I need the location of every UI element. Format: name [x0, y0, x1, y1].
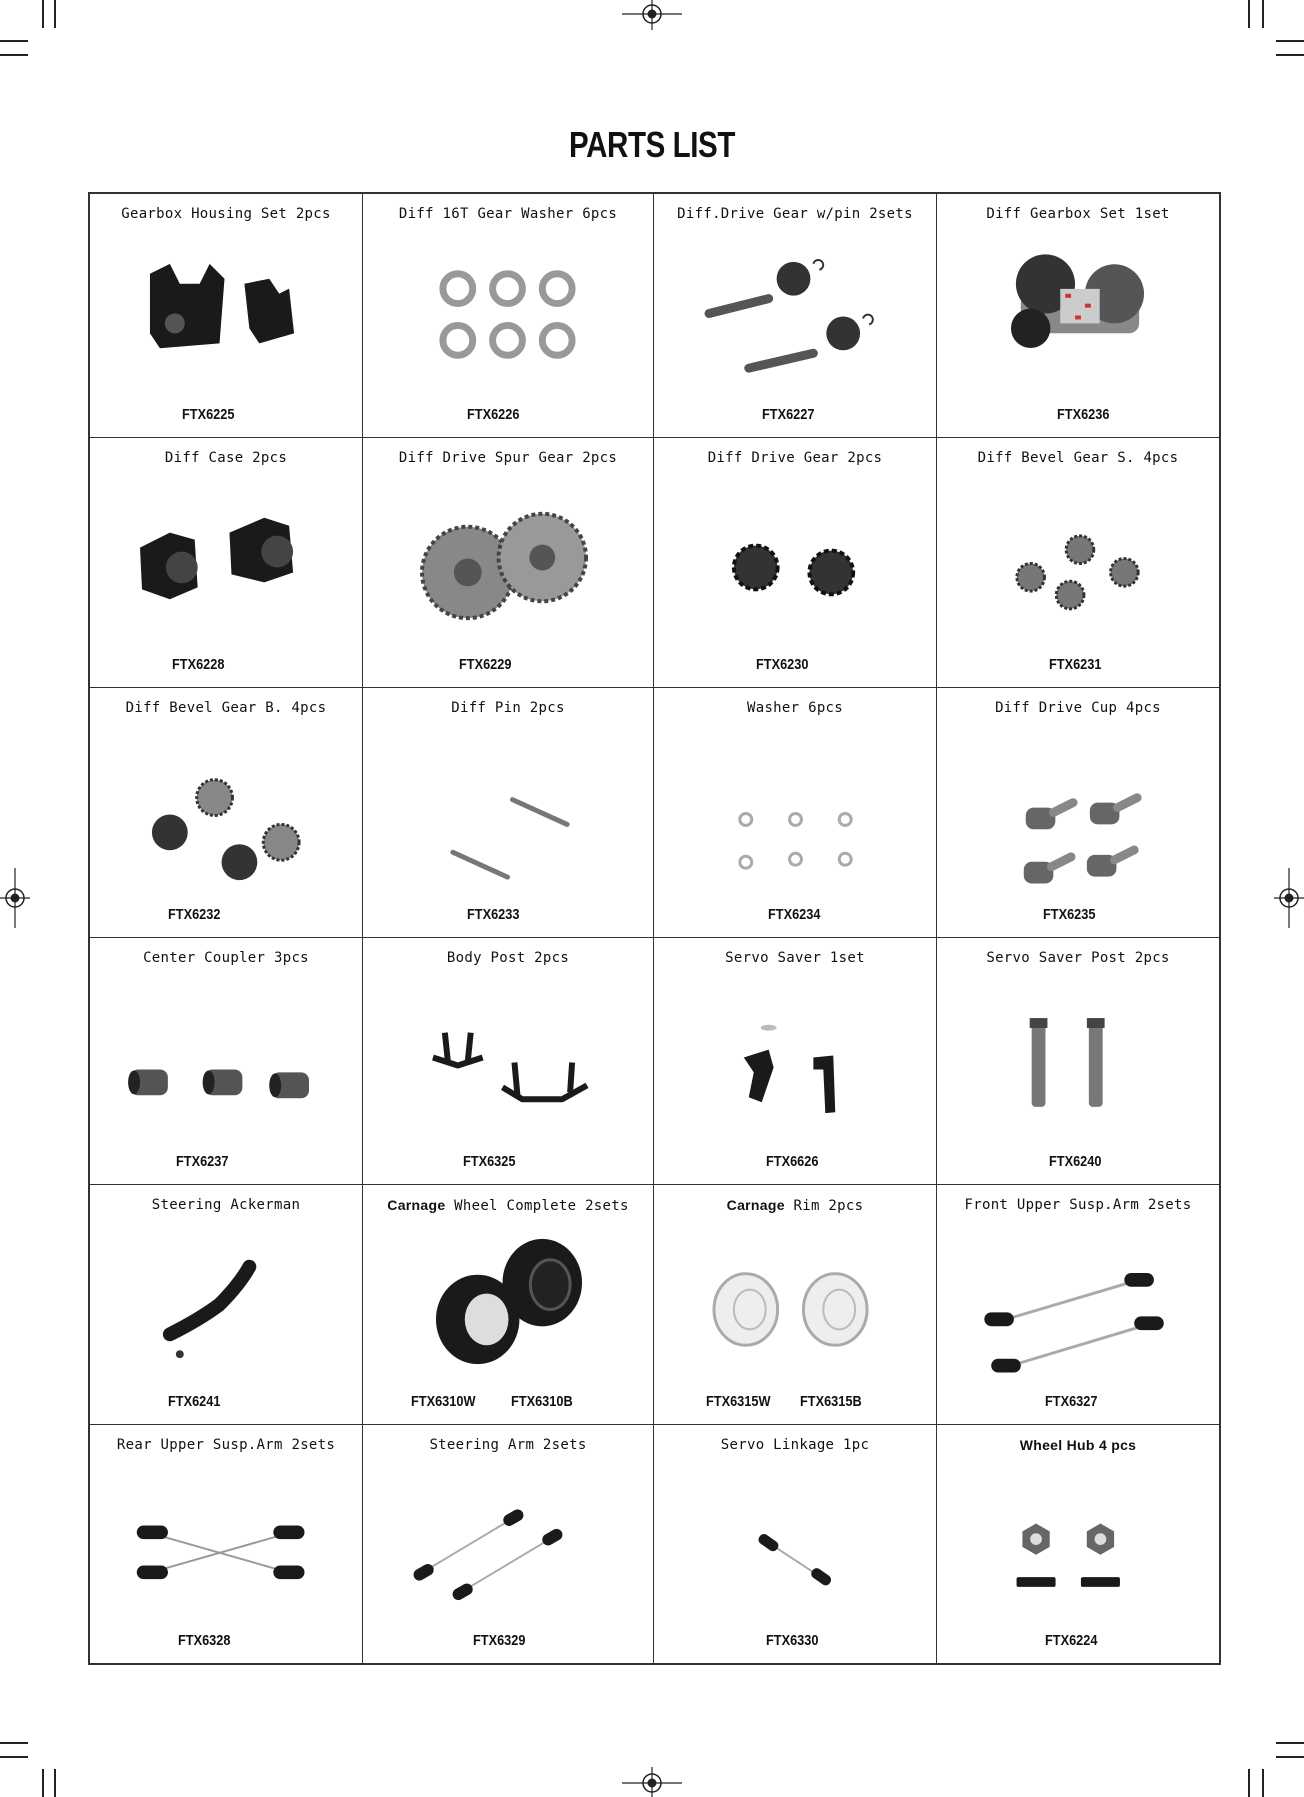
- part-cell: [363, 938, 654, 1185]
- part-cell: [90, 438, 363, 688]
- part-code: FTX6237: [176, 1153, 229, 1170]
- part-cell: [937, 1185, 1219, 1425]
- crop-mark: [1276, 40, 1304, 42]
- part-name: Diff 16T Gear Washer 6pcs: [398, 206, 618, 222]
- bevel-gear-big-icon: [90, 728, 362, 897]
- part-code: FTX6233: [467, 906, 520, 923]
- part-name: Carnage Wheel Complete 2sets: [387, 1197, 629, 1214]
- part-code: FTX6315W: [706, 1393, 771, 1410]
- part-cell: [363, 438, 654, 688]
- part-name: Diff Case 2pcs: [164, 450, 288, 466]
- part-code: FTX6240: [1049, 1153, 1102, 1170]
- part-code: FTX6330: [766, 1632, 819, 1649]
- part-code: FTX6328: [178, 1632, 231, 1649]
- part-code: FTX6226: [467, 406, 520, 423]
- part-code: FTX6235: [1043, 906, 1096, 923]
- coupler-icon: [90, 978, 362, 1144]
- crop-mark: [0, 40, 28, 42]
- servo-saver-icon: [654, 978, 936, 1144]
- crop-mark: [0, 1756, 28, 1758]
- part-name: Carnage Rim 2pcs: [726, 1197, 864, 1214]
- part-cell: [937, 194, 1219, 438]
- rim-icon: [654, 1225, 936, 1384]
- part-code: FTX6310B: [511, 1393, 573, 1410]
- part-cell: [654, 194, 937, 438]
- crop-mark: [42, 1769, 44, 1797]
- drive-cup-icon: [937, 728, 1219, 897]
- crop-mark: [1276, 54, 1304, 56]
- part-code: FTX6232: [168, 906, 221, 923]
- part-name: Steering Arm 2sets: [429, 1437, 587, 1453]
- part-name: Center Coupler 3pcs: [143, 950, 309, 966]
- part-code: FTX6230: [756, 656, 809, 673]
- part-cell: [654, 1425, 937, 1663]
- part-name: Wheel Hub 4 pcs: [1019, 1437, 1137, 1453]
- part-code: FTX6231: [1049, 656, 1102, 673]
- part-name: Diff Bevel Gear S. 4pcs: [977, 450, 1179, 466]
- registration-mark-icon: [622, 1767, 682, 1797]
- part-code: FTX6310W: [411, 1393, 476, 1410]
- diff-case-icon: [90, 478, 362, 647]
- registration-mark-icon: [0, 868, 30, 928]
- part-code: FTX6234: [768, 906, 821, 923]
- part-name: Diff Pin 2pcs: [451, 700, 565, 716]
- crop-mark: [0, 54, 28, 56]
- part-cell: [654, 1185, 937, 1425]
- part-code: FTX6241: [168, 1393, 221, 1410]
- wheel-hub-icon: [937, 1465, 1219, 1623]
- crop-mark: [54, 1769, 56, 1797]
- diff-gearbox-icon: [937, 234, 1219, 397]
- washer-ring-icon: [363, 234, 653, 397]
- crop-mark: [1276, 1742, 1304, 1744]
- part-cell: [363, 688, 654, 938]
- part-cell: [363, 1185, 654, 1425]
- gearbox-housing-icon: [90, 234, 362, 397]
- part-name: Diff Bevel Gear B. 4pcs: [125, 700, 327, 716]
- drive-gear-pin-icon: [654, 234, 936, 397]
- part-code: FTX6227: [762, 406, 815, 423]
- crop-mark: [42, 0, 44, 28]
- part-cell: [90, 1185, 363, 1425]
- part-code: FTX6236: [1057, 406, 1110, 423]
- ackerman-icon: [90, 1225, 362, 1384]
- part-cell: [363, 194, 654, 438]
- part-name: Gearbox Housing Set 2pcs: [121, 206, 331, 222]
- part-code: FTX6315B: [800, 1393, 862, 1410]
- part-cell: [654, 938, 937, 1185]
- pin-icon: [363, 728, 653, 897]
- part-name: Servo Saver 1set: [725, 950, 865, 966]
- part-code: FTX6224: [1045, 1632, 1098, 1649]
- part-name: Diff Drive Spur Gear 2pcs: [398, 450, 618, 466]
- crop-mark: [1262, 0, 1264, 28]
- crop-mark: [1262, 1769, 1264, 1797]
- part-name: Steering Ackerman: [151, 1197, 301, 1213]
- registration-mark-icon: [622, 0, 682, 30]
- drive-gear-icon: [654, 478, 936, 647]
- part-name: Servo Saver Post 2pcs: [986, 950, 1170, 966]
- part-name: Diff Drive Gear 2pcs: [707, 450, 883, 466]
- crop-mark: [54, 0, 56, 28]
- crop-mark: [1248, 1769, 1250, 1797]
- part-cell: [363, 1425, 654, 1663]
- part-code: FTX6225: [182, 406, 235, 423]
- crop-mark: [1276, 1756, 1304, 1758]
- part-name: Diff.Drive Gear w/pin 2sets: [677, 206, 913, 222]
- small-washer-icon: [654, 728, 936, 897]
- parts-grid: [88, 192, 1221, 1665]
- part-name: Washer 6pcs: [746, 700, 844, 716]
- part-cell: [90, 938, 363, 1185]
- part-name: Rear Upper Susp.Arm 2sets: [116, 1437, 336, 1453]
- crop-mark: [0, 1742, 28, 1744]
- part-cell: [654, 438, 937, 688]
- front-susp-arm-icon: [937, 1225, 1219, 1384]
- steering-arm-icon: [363, 1465, 653, 1623]
- part-code: FTX6327: [1045, 1393, 1098, 1410]
- part-name: Body Post 2pcs: [446, 950, 570, 966]
- part-name: Front Upper Susp.Arm 2sets: [964, 1197, 1192, 1213]
- servo-post-icon: [937, 978, 1219, 1144]
- crop-mark: [1248, 0, 1250, 28]
- part-name: Servo Linkage 1pc: [720, 1437, 870, 1453]
- part-cell: [654, 688, 937, 938]
- part-code: FTX6626: [766, 1153, 819, 1170]
- page-title: PARTS LIST: [569, 124, 735, 165]
- part-code: FTX6325: [463, 1153, 516, 1170]
- part-cell: [90, 688, 363, 938]
- part-cell: [937, 1425, 1219, 1663]
- rear-susp-arm-icon: [90, 1465, 362, 1623]
- part-code: FTX6229: [459, 656, 512, 673]
- part-cell: [937, 688, 1219, 938]
- bevel-gear-small-icon: [937, 478, 1219, 647]
- part-code: FTX6329: [473, 1632, 526, 1649]
- part-cell: [937, 938, 1219, 1185]
- spur-gear-icon: [363, 478, 653, 647]
- registration-mark-icon: [1274, 868, 1304, 928]
- body-post-icon: [363, 978, 653, 1144]
- part-name: Diff Drive Cup 4pcs: [995, 700, 1161, 716]
- part-cell: [90, 1425, 363, 1663]
- part-name: Diff Gearbox Set 1set: [986, 206, 1170, 222]
- part-cell: [937, 438, 1219, 688]
- wheel-tire-icon: [363, 1225, 653, 1384]
- part-code: FTX6228: [172, 656, 225, 673]
- servo-linkage-icon: [654, 1465, 936, 1623]
- part-cell: [90, 194, 363, 438]
